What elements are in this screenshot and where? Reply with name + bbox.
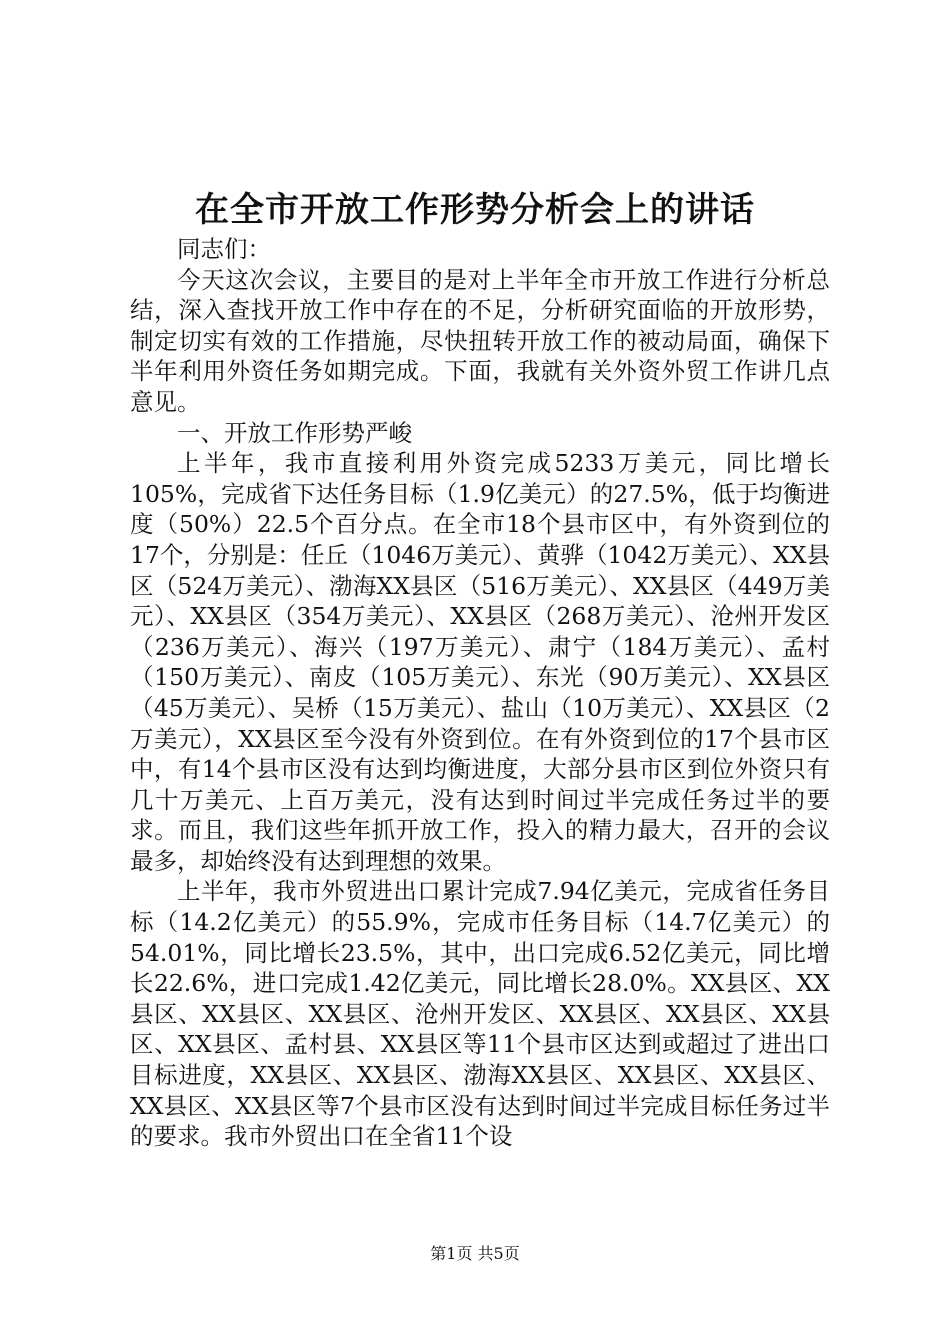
salutation: 同志们： [177,235,271,263]
paragraph-intro: 今天这次会议，主要目的是对上半年全市开放工作进行分析总结，深入查找开放工作中存在的不足，分析研究面临的开放形势，制定切实有效的工作措施，尽快扭转开放工作的被动局面，确保下半年利用外资任务如期完成。下面，我就有关外资外贸工作讲几点意见。 [130,265,830,416]
document-body [130,234,830,1152]
section-heading: 一、开放工作形势严峻 [177,418,412,447]
paragraph-foreign-investment: 上半年，我市直接利用外资完成5233万美元，同比增长105%，完成省下达任务目标（1.9亿美元）的27.5%，低于均衡进度（50%）22.5个百分点。在全市18个县市区中，有外资到位的17个，分别是：任丘（1046万美元）、黄骅（1042万美元）、XX县区（524万美元）、渤海XX县区（516万美元）、XX县区（449万美元）、XX县区（354万美元）、XX县区（268万美元）、沧州开发区（236万美元）、海兴（197万美元）、肃宁（184万美元）、孟村（150万美元）、南皮（105万美元）、东光（90万美元）、XX县区（45万美元）、吴桥（15万美元）、盐山（10万美元）、XX县区（2万美元），XX县区至今没有外资到位。在有外资到位的17个县市区中，有14个县市区没有达到均衡进度，大部分县市区到位外资只有几十万美元、上百万美元，没有达到时间过半完成任务过半的要求。而且，我们这些年抓开放工作，投入的精力最大，召开的会议最多，却始终没有达到理想的效果。 [130,449,830,875]
page-title: 在全市开放工作形势分析会上的讲话 [195,190,755,230]
paragraph-foreign-trade: 上半年，我市外贸进出口累计完成7.94亿美元，完成省任务目标（14.2亿美元）的55.9%，完成市任务目标（14.7亿美元）的54.01%，同比增长23.5%，其中，出口完成6.52亿美元，同比增长22.6%，进口完成1.42亿美元，同比增长28.0%。XX县区、XX县区、XX县区、XX县区、沧州开发区、XX县区、XX县区、XX县区、XX县区、孟村县、XX县区等11个县市区达到或超过了进出口目标进度，XX县区、XX县区、渤海XX县区、XX县区、XX县区、XX县区、XX县区等7个县市区没有达到时间过半完成目标任务过半的要求。我市外贸出口在全省11个设 [130,877,830,1151]
page-footer: 第1页 共5页 [430,1244,520,1263]
